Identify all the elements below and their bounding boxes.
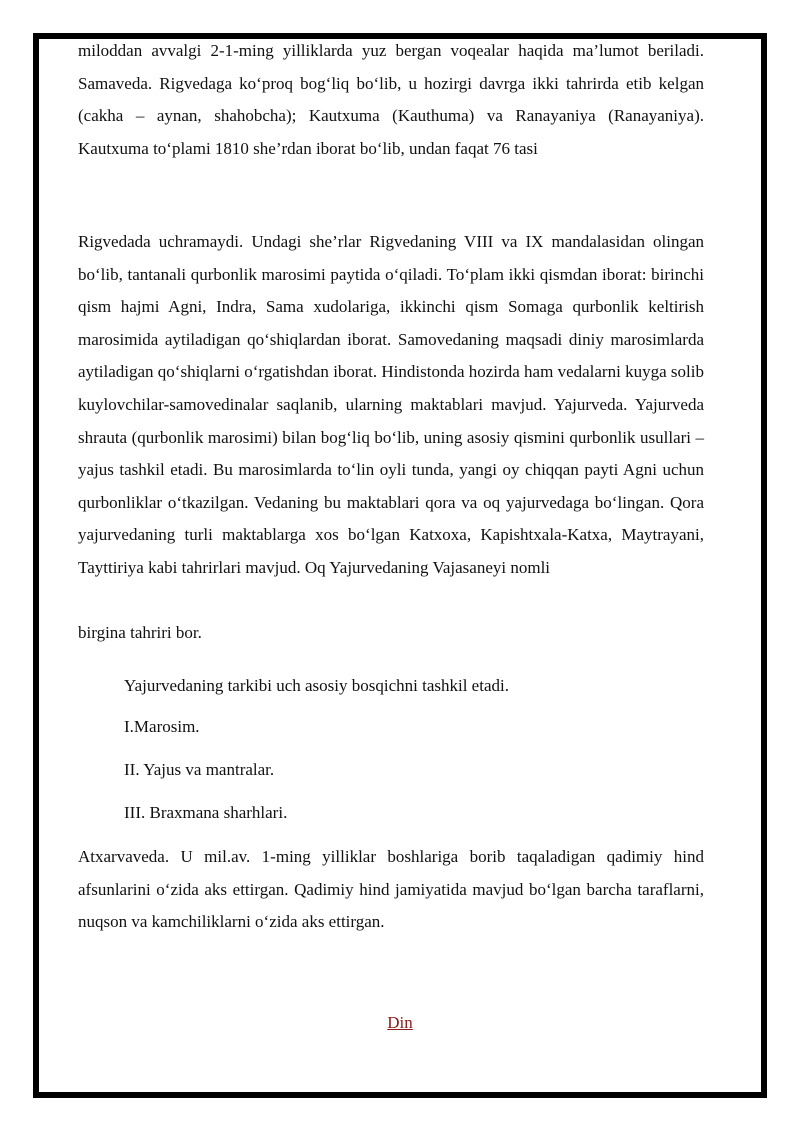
intro-line: Yajurvedaning tarkibi uch asosiy bosqichni tashkil etadi. [124,676,509,695]
paragraph-2-tail: birgina tahriri bor. [78,623,202,642]
footer-link-din[interactable]: Din [387,1013,413,1032]
list-item-2: II. Yajus va mantralar. [124,760,275,779]
paragraph-1: miloddan avvalgi 2-1-ming yilliklarda yuz bergan voqealar haqida ma’lumot beriladi. Samaveda. Rigvedaga ko‘proq bog‘liq bo‘lib, u hozirgi davrga ikki tahrirda etib kelgan (cakha – aynan, shahobcha); Kautxuma (Kauthuma) va Ranayaniya (Ranayaniya). Kautxuma to‘plami 1810 she’rdan iborat bo‘lib, undan faqat 76 tasi [78,41,704,158]
paragraph-3: Atxarvaveda. U mil.av. 1-ming yilliklar boshlariga borib taqaladigan qadimiy hind afsunlarini o‘zida aks ettirgan. Qadimiy hind jamiyatida mavjud bo‘lgan barcha taraflarni, nuqson va kamchiliklarni o‘zida aks ettirgan. [78,847,704,932]
list-item-1: I.Marosim. [124,717,200,736]
list-item-3: III. Braxmana sharhlari. [124,803,288,822]
paragraph-2: Rigvedada uchramaydi. Undagi she’rlar Rigvedaning VIII va IX mandalasidan olingan bo‘lib, tantanali qurbonlik marosimi paytida o‘qiladi. To‘plam ikki qismdan iborat: birinchi qism hajmi Agni, Indra, Sama xudolariga, ikkinchi qism Somaga qurbonlik keltirish marosimida aytiladigan qo‘shiqlardan iborat. Samovedaning maqsadi diniy marosimlarda aytiladigan qo‘shiqlarni o‘rgatishdan iborat. Hindistonda hozirda ham vedalarni kuyga solib kuylovchilar-samovedinalar saqlanib, ularning maktablari mavjud. Yajurveda. Yajurveda shrauta (qurbonlik marosimi) bilan bog‘liq bo‘lib, uning asosiy qismini qurbonlik usullari – yajus tashkil etadi. Bu marosimlarda to‘lin oyli tunda, yangi oy chiqqan payti Agni uchun qurbonliklar o‘tkazilgan. Vedaning bu maktablari qora va oq yajurvedaga bo‘lingan. Qora yajurvedaning turli maktablarga xos bo‘lgan Katxoxa, Kapishtxala-Katxa, Maytrayani, Tayttiriya kabi tahrirlari mavjud. Oq Yajurvedaning Vajasaneyi nomli [78,232,704,577]
